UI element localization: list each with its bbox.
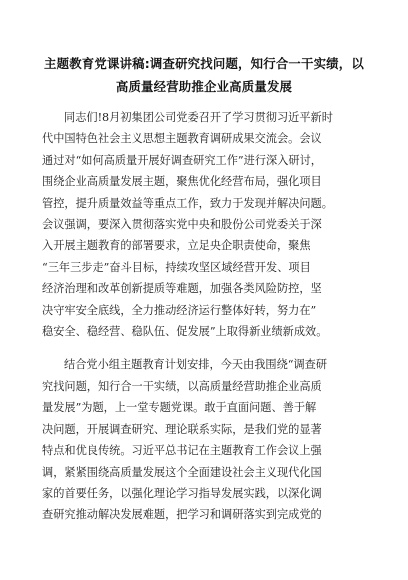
text-line: 通过对“如何高质量开展好调查研究工作”进行深入研讨， — [42, 153, 322, 167]
document-title — [42, 52, 366, 98]
text-line: 决问题，开展调查研究、理论联系实际，是我们党的显著 — [42, 422, 322, 436]
text-line: “三年三步走”奋斗目标，持续攻坚区域经营开发、项目 — [42, 260, 311, 274]
text-line: 查研究推动解决发展难题，把学习和调研落实到完成党的 — [42, 508, 322, 522]
text-line: 量发展”为题，上一堂专题党课。敢于直面问题、善于解 — [42, 401, 317, 415]
text-line: 经济治理和改革创新提质等难题，加强各类风险防控，坚 — [42, 282, 322, 296]
text-line: 决守牢安全底线，全力推动经济运行整体好转，努力在” — [42, 303, 317, 317]
body-paragraph-1 — [42, 107, 366, 342]
text-line: 管控，提升质量效益等重点工作，致力于发现并解决问题。 — [42, 196, 333, 210]
paragraph-spacer — [42, 342, 366, 354]
text-line: 家的首要任务，以强化理论学习指导发展实践，以深化调 — [42, 486, 322, 500]
text-line: 入开展主题教育的部署要求，立足央企职责使命，聚焦 — [42, 239, 311, 253]
text-line: 同志们!8月初集团公司党委召开了学习贯彻习近平新时 — [64, 111, 333, 124]
body-paragraph-2 — [42, 354, 366, 525]
text-line: 围绕企业高质量发展主题，聚焦优化经营布局，强化项目 — [42, 175, 322, 189]
text-line: 特点和优良传统。习近平总书记在主题教育工作会议上强 — [42, 444, 322, 458]
text-line: 代中国特色社会主义思想主题教育调研成果交流会。会议 — [42, 132, 322, 146]
title-line: 高质量经营助推企业高质量发展 — [115, 79, 293, 94]
text-line: 究找问题，知行合一干实绩，以高质量经营助推企业高质 — [42, 379, 322, 393]
text-line: 结合党小组主题教育计划安排，今天由我围绕“调查研 — [64, 358, 328, 372]
text-line: 会议强调，要深入贯彻落实党中央和股份公司党委关于深 — [42, 218, 322, 232]
text-line: 调，紧紧围绕高质量发展这个全面建设社会主义现代化国 — [42, 465, 322, 479]
title-line: 主题教育党课讲稿:调查研究找问题，知行合一干实绩，以 — [44, 56, 364, 71]
text-line: 稳安全、稳经营、稳队伍、促发展”上取得新业绩新成效。 — [42, 325, 328, 339]
